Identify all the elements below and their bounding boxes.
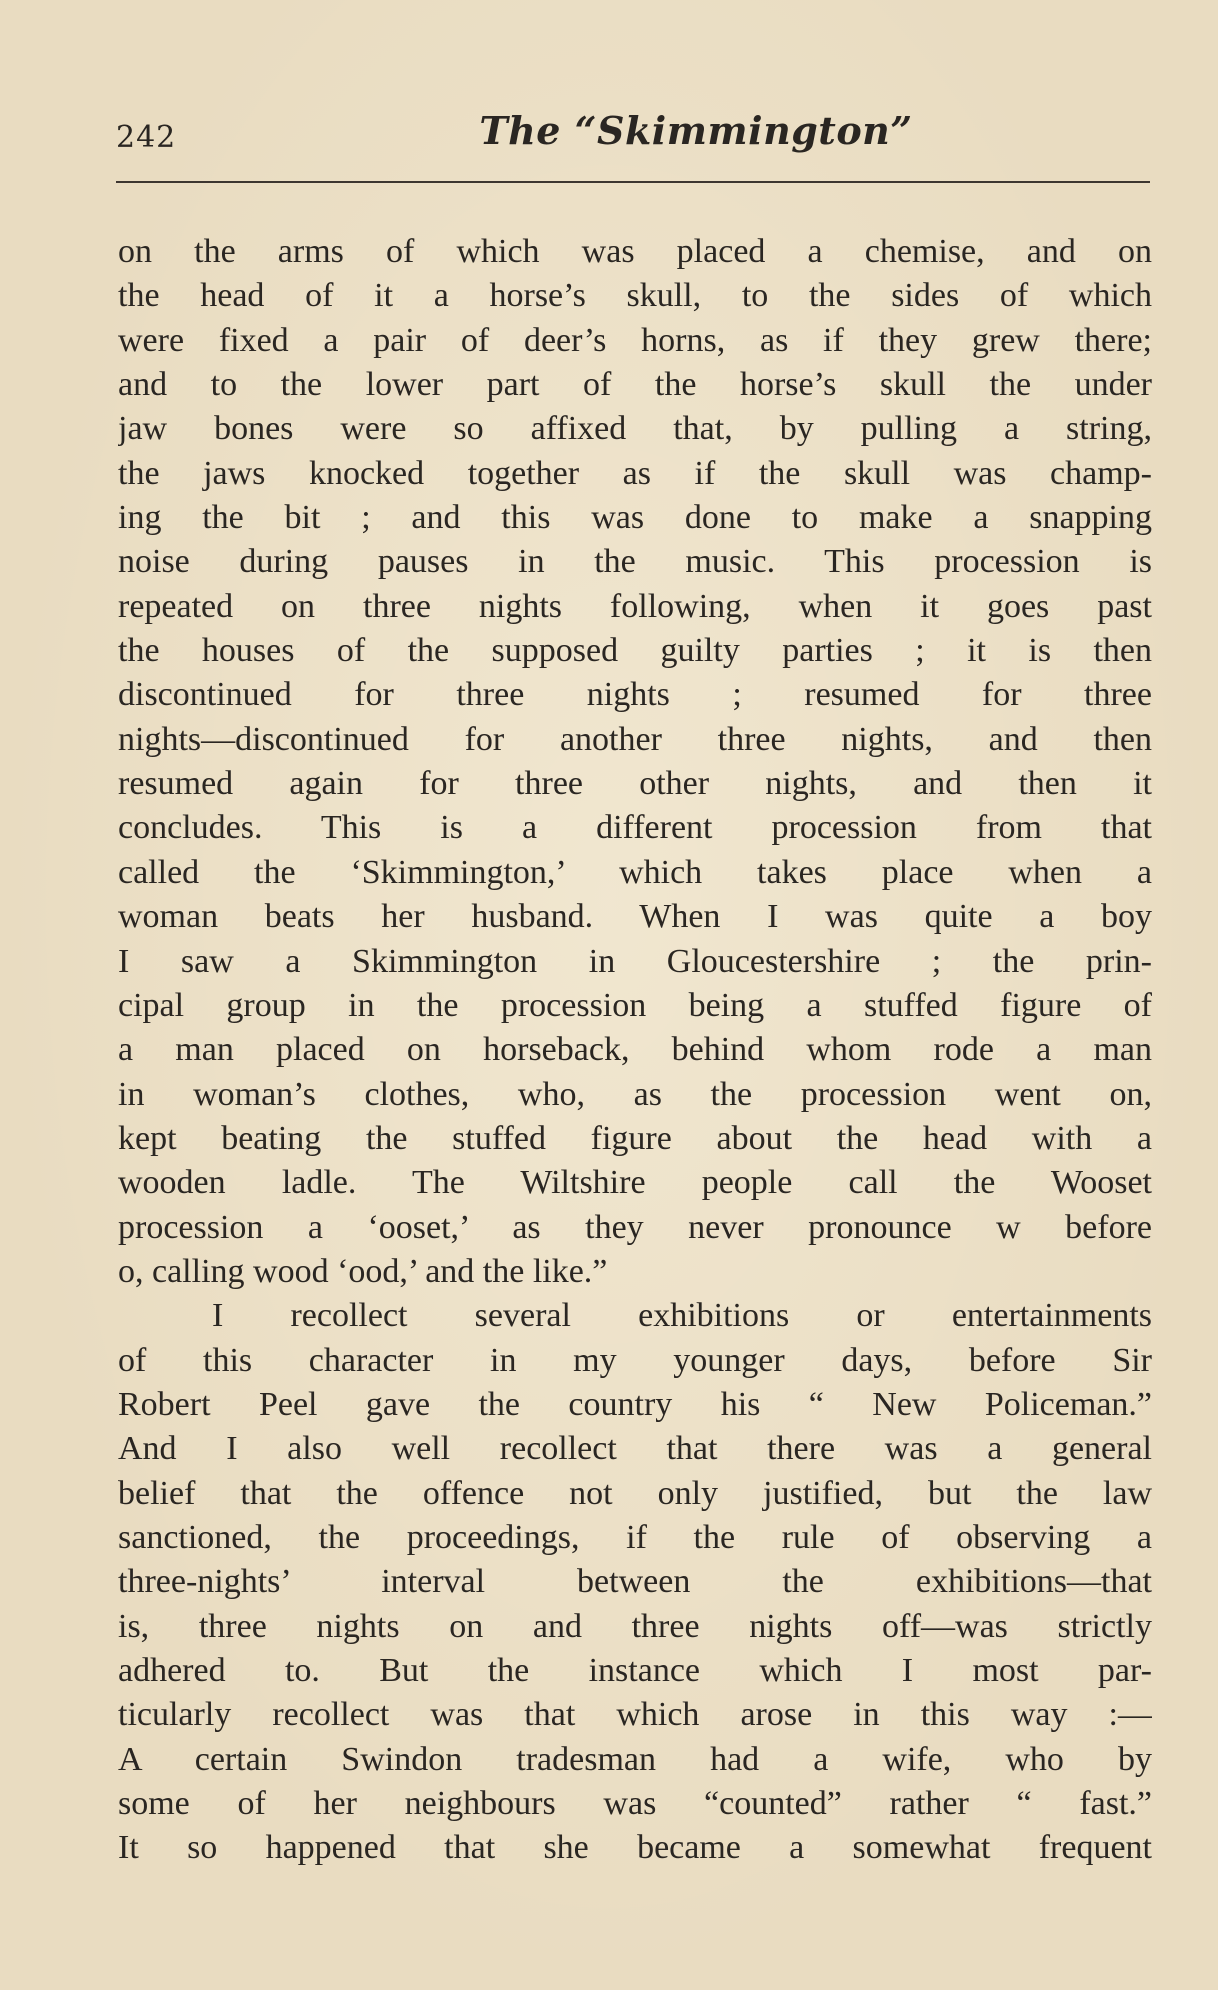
text-line: is, three nights on and three nights off—was strictly	[118, 1607, 1152, 1645]
text-line: belief that the offence not only justified, but the law	[118, 1474, 1152, 1512]
text-line: cipal group in the procession being a stuffed figure of	[118, 986, 1152, 1024]
header-rule	[116, 181, 1150, 183]
text-line: of this character in my younger days, before Sir	[118, 1341, 1152, 1379]
text-line: ing the bit ; and this was done to make a snapping	[118, 499, 1152, 537]
text-line: resumed again for three other nights, and then it	[118, 765, 1152, 803]
paragraph-end-line: o, calling wood ‘ood,’ and the like.”	[118, 1252, 608, 1290]
text-line: wooden ladle. The Wiltshire people call the Wooset	[118, 1164, 1152, 1202]
text-line: the head of it a horse’s skull, to the sides of which	[118, 277, 1152, 315]
text-line: the houses of the supposed guilty parties ; it is then	[118, 632, 1152, 670]
text-line: ticularly recollect was that which arose in this way :—	[118, 1696, 1152, 1734]
text-line: A certain Swindon tradesman had a wife, who by	[118, 1740, 1152, 1778]
text-line: adhered to. But the instance which I most par-	[118, 1652, 1152, 1689]
text-line: I saw a Skimmington in Gloucestershire ; the prin-	[118, 942, 1152, 980]
text-line: sanctioned, the proceedings, if the rule of observing a	[118, 1518, 1152, 1556]
text-line: nights—discontinued for another three nights, and then	[118, 720, 1152, 758]
text-line: kept beating the stuffed figure about the head with a	[118, 1119, 1152, 1157]
running-title: The “Skimmington”	[479, 108, 913, 153]
text-line: repeated on three nights following, when it goes past	[118, 587, 1152, 625]
text-line: woman beats her husband. When I was quite a boy	[118, 898, 1152, 936]
text-line: some of her neighbours was “counted” rather “ fast.”	[118, 1785, 1152, 1823]
page-number: 242	[116, 120, 177, 155]
text-line: And I also well recollect that there was a general	[118, 1430, 1152, 1468]
paragraph-start-line: I recollect several exhibitions or entertainments	[212, 1297, 1152, 1335]
text-line: in woman’s clothes, who, as the procession went on,	[118, 1075, 1152, 1113]
text-line: the jaws knocked together as if the skull was champ-	[118, 454, 1152, 492]
text-line: procession a ‘ooset,’ as they never pronounce w before	[118, 1208, 1152, 1246]
text-line: concludes. This is a different procession from that	[118, 809, 1152, 847]
text-line: and to the lower part of the horse’s skull the under	[118, 366, 1152, 404]
text-line: three-nights’ interval between the exhibitions—that	[118, 1563, 1152, 1601]
text-line: called the ‘Skimmington,’ which takes place when a	[118, 853, 1152, 891]
text-line: Robert Peel gave the country his “ New Policeman.”	[118, 1385, 1152, 1423]
text-line: noise during pauses in the music. This procession is	[118, 543, 1152, 581]
text-line: discontinued for three nights ; resumed for three	[118, 676, 1152, 714]
text-line: jaw bones were so affixed that, by pulling a string,	[118, 410, 1152, 448]
text-line: a man placed on horseback, behind whom rode a man	[118, 1031, 1152, 1069]
text-line: It so happened that she became a somewhat frequent	[118, 1829, 1152, 1867]
text-line: on the arms of which was placed a chemise, and on	[118, 233, 1152, 270]
running-head	[116, 108, 1150, 164]
text-line: were fixed a pair of deer’s horns, as if they grew there;	[118, 321, 1152, 359]
body-text	[118, 230, 1152, 1871]
